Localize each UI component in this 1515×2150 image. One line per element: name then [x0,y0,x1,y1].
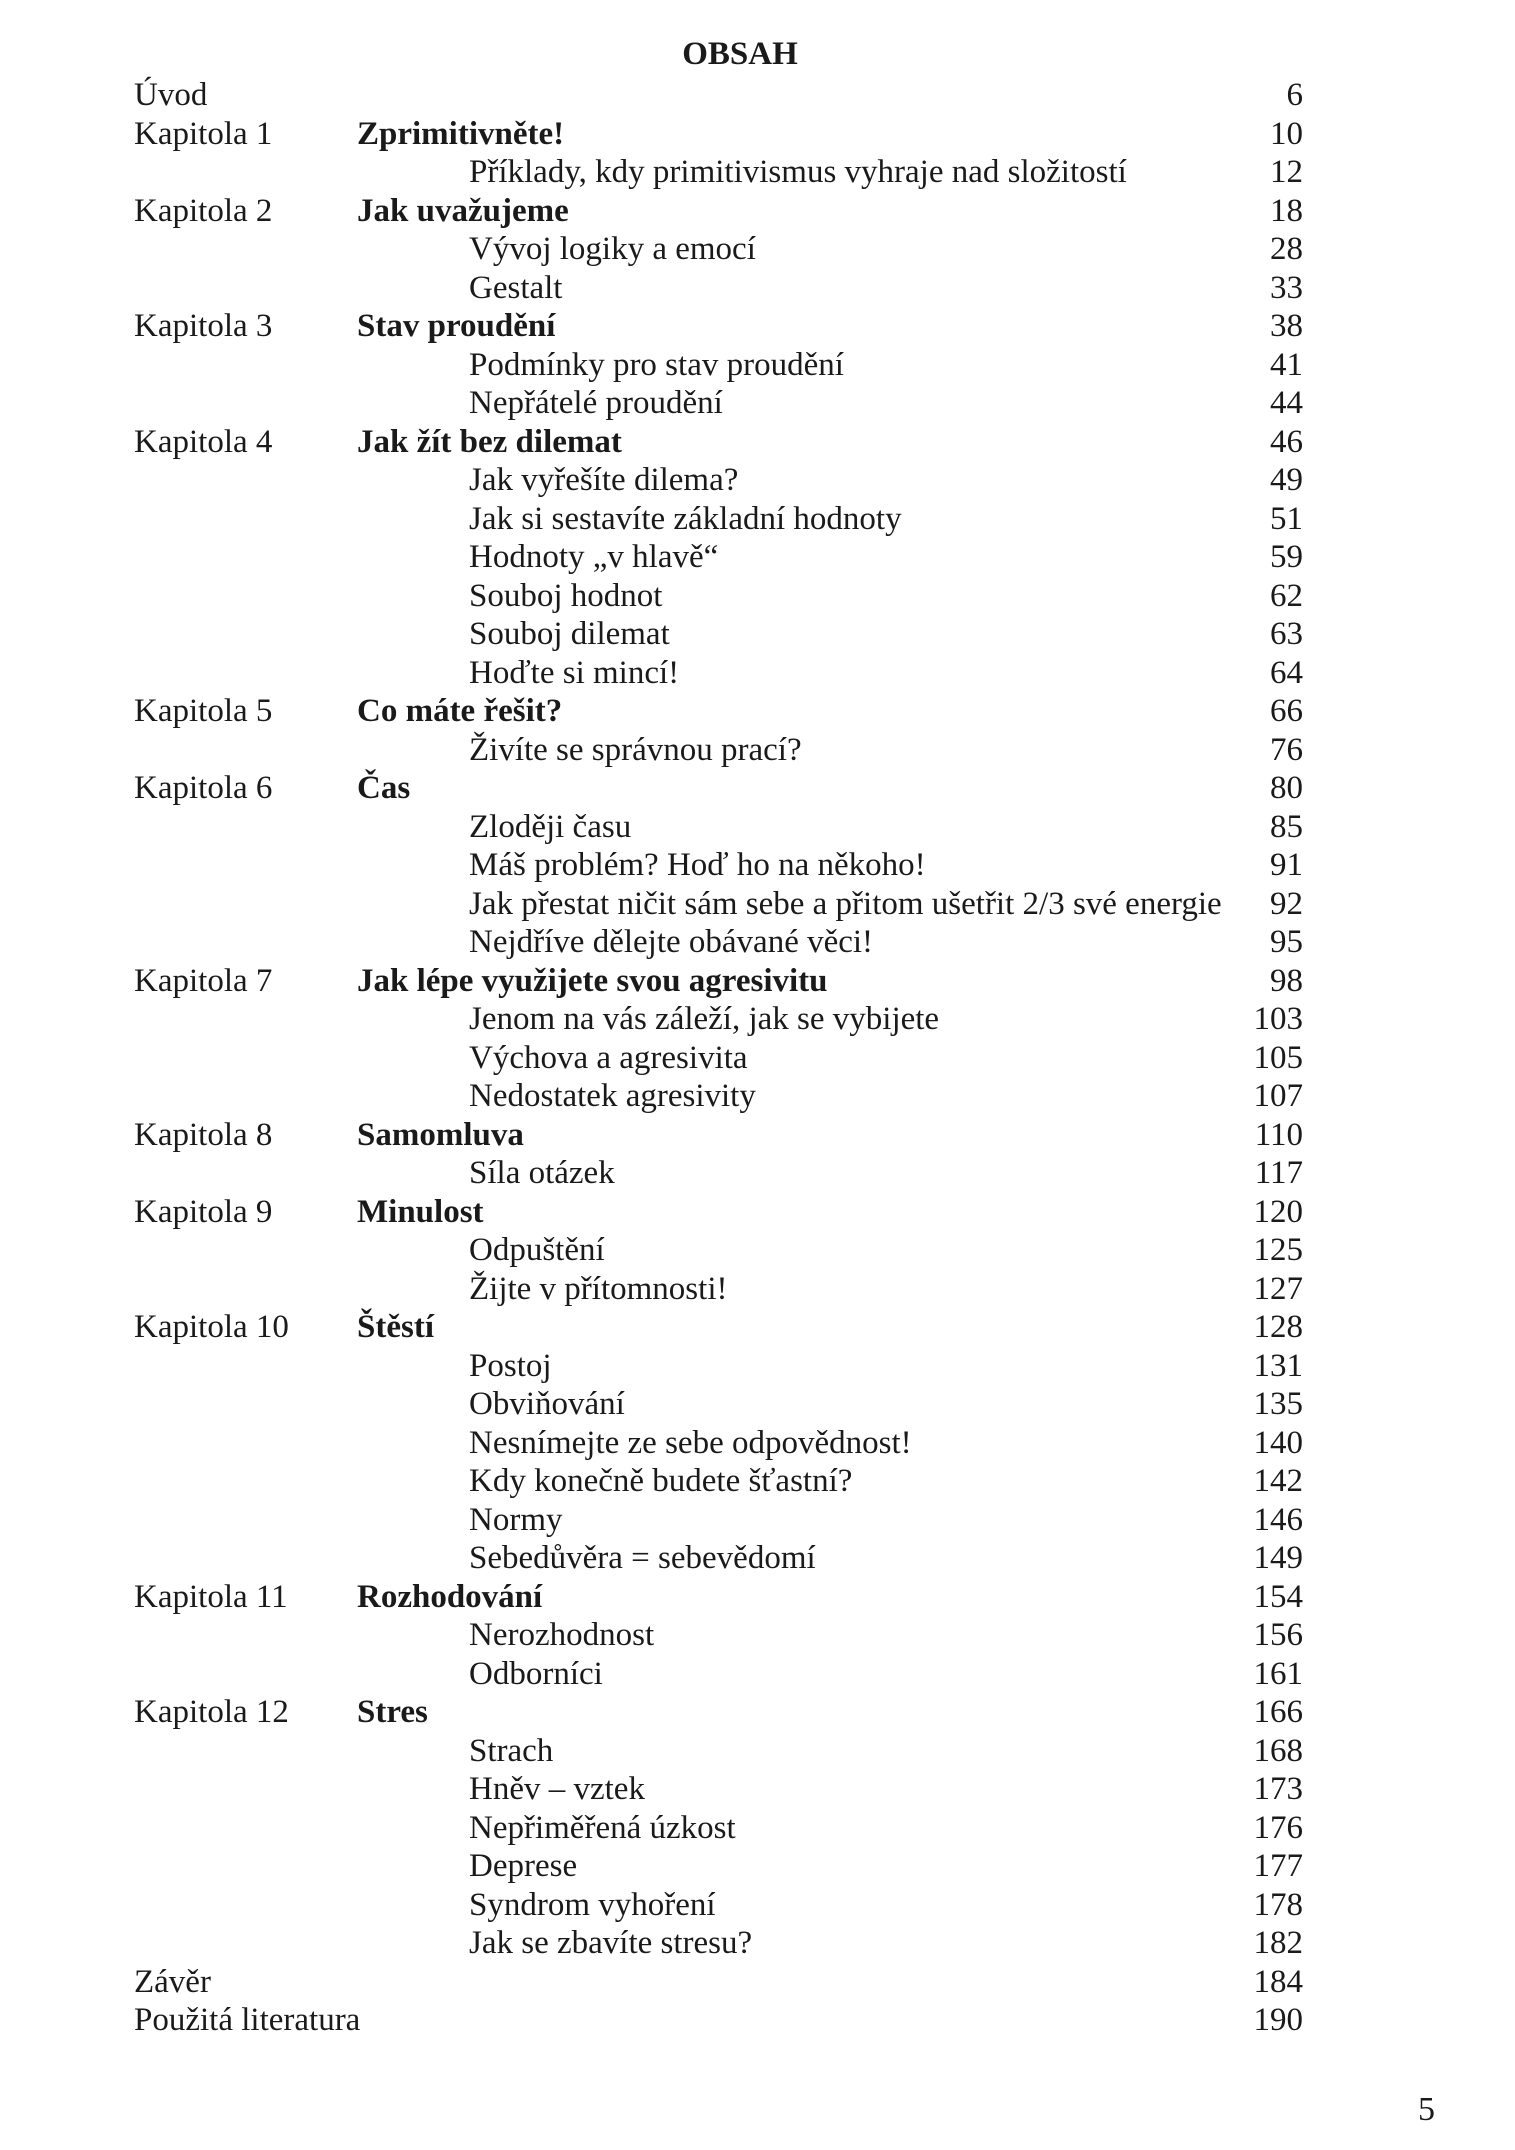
toc-entry-section [0,1539,1515,1578]
toc-page-number: 154 [1253,1578,1303,1615]
section-title: Normy [469,1501,563,1538]
toc-page-number: 125 [1253,1232,1303,1268]
toc-page-number: 190 [1253,2002,1303,2038]
toc-entry-section [0,654,1515,693]
chapter-title: Zprimitivněte! [357,115,565,152]
section-title: Vývoj logiky a emocí [469,231,756,267]
section-title: Deprese [469,1848,578,1884]
toc-entry-section [0,1039,1515,1078]
toc-entry-section [0,1924,1515,1963]
toc-page-number: 128 [1253,1309,1303,1345]
chapter-label: Kapitola 6 [134,770,273,806]
toc-page-number: 91 [1270,847,1303,883]
toc-page-number: 146 [1253,1501,1303,1538]
toc-entry-section [0,1077,1515,1116]
toc-entry-chapter [0,769,1515,808]
section-title: Jak vyřešíte dilema? [469,462,739,498]
toc-top-label: Použitá literatura [134,2002,361,2038]
toc-entry-section [0,923,1515,962]
toc-page-number: 59 [1270,539,1303,575]
section-title: Žijte v přítomnosti! [469,1270,728,1307]
toc-top-label: Úvod [134,77,208,113]
chapter-label: Kapitola 10 [134,1309,289,1345]
toc-entry-section [0,808,1515,847]
chapter-label: Kapitola 4 [134,423,273,460]
section-title: Živíte se správnou prací? [469,731,802,768]
toc-entry-chapter [0,1193,1515,1232]
chapter-title: Samomluva [357,1116,524,1153]
section-title: Hoďte si mincí! [469,654,680,691]
toc-page-number: 120 [1253,1193,1303,1230]
section-title: Zloději času [469,808,632,845]
toc-page-number: 92 [1270,885,1303,922]
toc-entry-section [0,500,1515,539]
toc-page-number: 166 [1253,1694,1303,1730]
toc-entry-chapter [0,1116,1515,1155]
section-title: Příklady, kdy primitivismus vyhraje nad složitostí [469,154,1127,190]
section-title: Jak si sestavíte základní hodnoty [469,500,902,537]
toc-page-number: 12 [1270,154,1303,190]
toc-page-number: 149 [1253,1540,1303,1576]
toc-entry-section [0,1655,1515,1694]
toc-entry-section [0,615,1515,654]
chapter-label: Kapitola 5 [134,693,273,729]
toc-page-number: 6 [1286,77,1303,113]
chapter-title: Jak uvažujeme [357,192,569,229]
toc-page-number: 98 [1270,962,1303,999]
toc-entry-section [0,1462,1515,1501]
section-title: Nedostatek agresivity [469,1078,756,1114]
chapter-title: Čas [357,770,411,806]
toc-page-number: 64 [1270,654,1303,691]
chapter-label: Kapitola 12 [134,1694,289,1730]
section-title: Souboj hodnot [469,577,663,614]
toc-page-number: 177 [1253,1848,1303,1884]
chapter-title: Co máte řešit? [357,693,563,729]
toc-entry-section [0,538,1515,577]
chapter-title: Minulost [357,1193,484,1230]
chapter-title: Štěstí [357,1309,434,1345]
toc-entry-section [0,384,1515,423]
toc-entry-section [0,461,1515,500]
toc-entry-section [0,269,1515,308]
chapter-label: Kapitola 1 [134,115,273,152]
chapter-label: Kapitola 11 [134,1578,288,1615]
toc-page-number: 103 [1253,1001,1303,1037]
section-title: Síla otázek [469,1155,615,1191]
toc-entry-chapter [0,115,1515,154]
toc-entry-section [0,1347,1515,1386]
toc-entry-section [0,731,1515,770]
toc-page-number: 10 [1270,115,1303,152]
toc-page-number: 182 [1253,1925,1303,1961]
section-title: Souboj dilemat [469,616,670,652]
toc-page-number: 156 [1253,1617,1303,1653]
section-title: Nejdříve dělejte obávané věci! [469,924,874,960]
toc-entry-chapter [0,962,1515,1001]
section-title: Postoj [469,1347,552,1384]
section-title: Odborníci [469,1655,603,1692]
toc-page-number: 105 [1253,1039,1303,1076]
toc-entry-chapter [0,1308,1515,1347]
chapter-title: Stav proudění [357,308,556,344]
toc-entry-section [0,577,1515,616]
toc-page-number: 107 [1253,1078,1303,1114]
toc-top-label: Závěr [134,1963,211,2000]
section-title: Strach [469,1732,554,1769]
toc-entry-section [0,846,1515,885]
toc-page-number: 168 [1253,1732,1303,1769]
toc-entry-section [0,1847,1515,1886]
toc-entry-chapter [0,692,1515,731]
table-of-contents [0,76,1515,2040]
section-title: Podmínky pro stav proudění [469,346,844,383]
toc-entry-section [0,1809,1515,1848]
toc-page-number: 85 [1270,808,1303,845]
section-title: Sebedůvěra = sebevědomí [469,1540,816,1576]
page-number: 5 [1418,2091,1435,2128]
toc-page-number: 63 [1270,616,1303,652]
toc-page-number: 173 [1253,1771,1303,1807]
toc-entry-top [0,76,1515,115]
toc-entry-section [0,1616,1515,1655]
section-title: Výchova a agresivita [469,1039,748,1076]
page-title: OBSAH [682,36,798,72]
toc-entry-section [0,153,1515,192]
chapter-title: Stres [357,1694,428,1730]
chapter-label: Kapitola 9 [134,1193,273,1230]
section-title: Nepřátelé proudění [469,385,723,421]
toc-page-number: 46 [1270,423,1303,460]
toc-entry-section [0,1770,1515,1809]
toc-entry-chapter [0,192,1515,231]
section-title: Jak se zbavíte stresu? [469,1925,753,1961]
toc-page-number: 49 [1270,462,1303,498]
toc-page-number: 18 [1270,192,1303,229]
toc-page-number: 140 [1253,1424,1303,1461]
chapter-label: Kapitola 7 [134,962,273,999]
section-title: Kdy konečně budete šťastní? [469,1463,853,1499]
section-title: Obviňování [469,1386,625,1422]
section-title: Hněv – vztek [469,1771,645,1807]
section-title: Nesnímejte ze sebe odpovědnost! [469,1424,912,1461]
toc-entry-top [0,1963,1515,2002]
toc-page-number: 62 [1270,577,1303,614]
section-title: Gestalt [469,269,563,306]
toc-entry-chapter [0,423,1515,462]
toc-page-number: 44 [1270,385,1303,421]
chapter-label: Kapitola 2 [134,192,273,229]
toc-entry-section [0,1886,1515,1925]
chapter-label: Kapitola 3 [134,308,273,344]
toc-entry-chapter [0,307,1515,346]
toc-page-number: 80 [1270,770,1303,806]
toc-page-number: 28 [1270,231,1303,267]
toc-entry-section [0,346,1515,385]
toc-page-number: 135 [1253,1386,1303,1422]
toc-page-number: 142 [1253,1463,1303,1499]
toc-entry-section [0,1000,1515,1039]
toc-page-number: 66 [1270,693,1303,729]
section-title: Jak přestat ničit sám sebe a přitom ušetřit 2/3 své energie [469,885,1222,922]
section-title: Nepřiměřená úzkost [469,1809,736,1846]
toc-entry-chapter [0,1693,1515,1732]
toc-entry-section [0,230,1515,269]
toc-entry-section [0,885,1515,924]
toc-page-number: 184 [1253,1963,1303,2000]
chapter-label: Kapitola 8 [134,1116,273,1153]
toc-page-number: 110 [1254,1116,1303,1153]
section-title: Hodnoty „v hlavě“ [469,539,719,575]
toc-page-number: 95 [1270,924,1303,960]
toc-page-number: 117 [1254,1155,1303,1191]
toc-entry-chapter [0,1578,1515,1617]
chapter-title: Rozhodování [357,1578,543,1615]
toc-page-number: 176 [1253,1809,1303,1846]
section-title: Jenom na vás záleží, jak se vybijete [469,1001,940,1037]
toc-page-number: 76 [1270,731,1303,768]
section-title: Máš problém? Hoď ho na někoho! [469,847,926,883]
section-title: Syndrom vyhoření [469,1886,716,1923]
toc-entry-top [0,2001,1515,2040]
toc-page-number: 161 [1253,1655,1303,1692]
toc-entry-section [0,1231,1515,1270]
section-title: Nerozhodnost [469,1617,655,1653]
toc-page-number: 131 [1253,1347,1303,1384]
toc-page-number: 41 [1270,346,1303,383]
section-title: Odpuštění [469,1232,605,1268]
toc-entry-section [0,1154,1515,1193]
chapter-title: Jak žít bez dilemat [357,423,622,460]
chapter-title: Jak lépe využijete svou agresivitu [357,962,828,999]
toc-entry-section [0,1501,1515,1540]
toc-page-number: 33 [1270,269,1303,306]
toc-page-number: 51 [1270,500,1303,537]
toc-entry-section [0,1270,1515,1309]
toc-page-number: 38 [1270,308,1303,344]
toc-entry-section [0,1385,1515,1424]
toc-entry-section [0,1424,1515,1463]
toc-page-number: 178 [1253,1886,1303,1923]
toc-entry-section [0,1732,1515,1771]
toc-page-number: 127 [1253,1270,1303,1307]
